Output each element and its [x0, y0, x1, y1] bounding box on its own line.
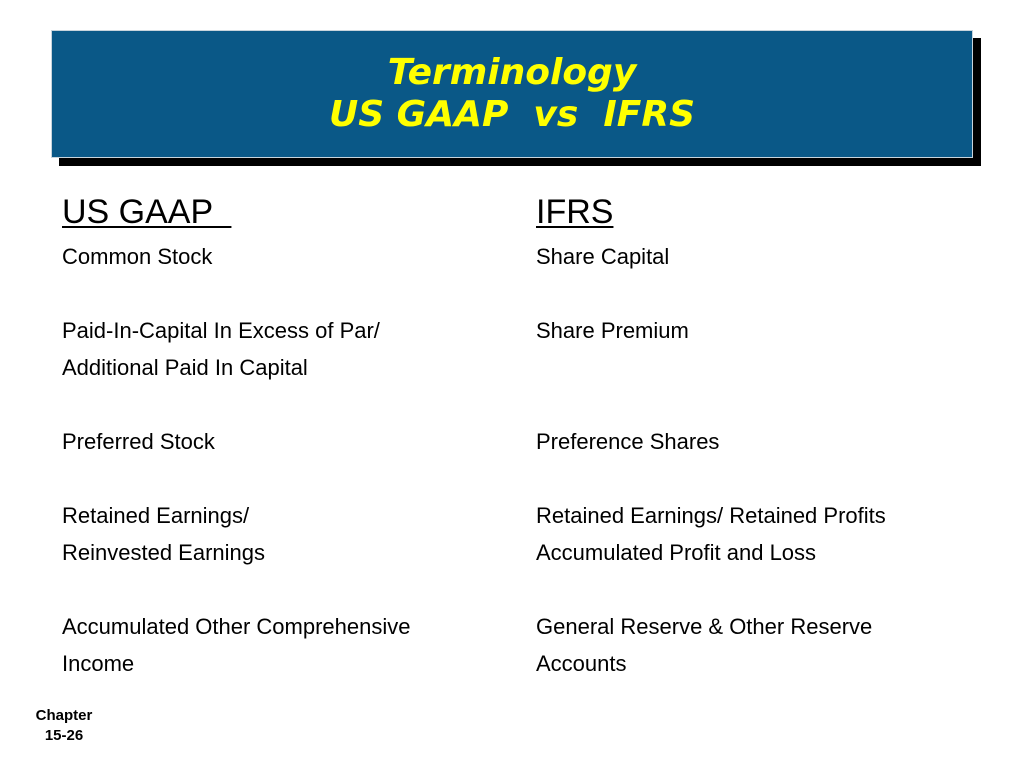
ifrs-term: Preference Shares — [536, 429, 720, 454]
us-gaap-header: US GAAP — [62, 193, 232, 231]
ifrs-header: IFRS — [536, 193, 614, 231]
page-number: 15-26 — [44, 727, 84, 744]
ifrs-term: Retained Earnings/ Retained Profits — [536, 503, 886, 528]
ifrs-term: Share Premium — [536, 318, 689, 343]
us-gaap-term: Common Stock — [62, 244, 213, 269]
us-gaap-term — [62, 571, 522, 608]
us-gaap-term — [62, 460, 522, 497]
ifrs-term — [536, 275, 1006, 312]
us-gaap-term — [62, 275, 522, 312]
ifrs-term — [536, 460, 1006, 497]
chapter-footer — [20, 706, 108, 746]
ifrs-term — [536, 349, 1006, 386]
title-box — [51, 30, 973, 158]
us-gaap-term: Reinvested Earnings — [62, 540, 266, 565]
us-gaap-term: Paid-In-Capital In Excess of Par/ — [62, 318, 380, 343]
us-gaap-term: Preferred Stock — [62, 429, 215, 454]
us-gaap-term: Income — [62, 651, 135, 676]
ifrs-term — [536, 571, 1006, 608]
ifrs-term: Share Capital — [536, 244, 670, 269]
us-gaap-column — [62, 190, 522, 682]
ifrs-term: General Reserve & Other Reserve — [536, 614, 873, 639]
chapter-label: Chapter — [35, 707, 93, 724]
ifrs-term: Accounts — [536, 651, 627, 676]
us-gaap-term: Additional Paid In Capital — [62, 355, 308, 380]
slide-title: Terminology — [387, 52, 637, 93]
us-gaap-term: Accumulated Other Comprehensive — [62, 614, 411, 639]
slide-subtitle: US GAAP vs IFRS — [328, 94, 695, 135]
ifrs-term — [536, 386, 1006, 423]
us-gaap-term — [62, 386, 522, 423]
us-gaap-term: Retained Earnings/ — [62, 503, 250, 528]
ifrs-term: Accumulated Profit and Loss — [536, 540, 817, 565]
ifrs-column — [536, 190, 1006, 682]
